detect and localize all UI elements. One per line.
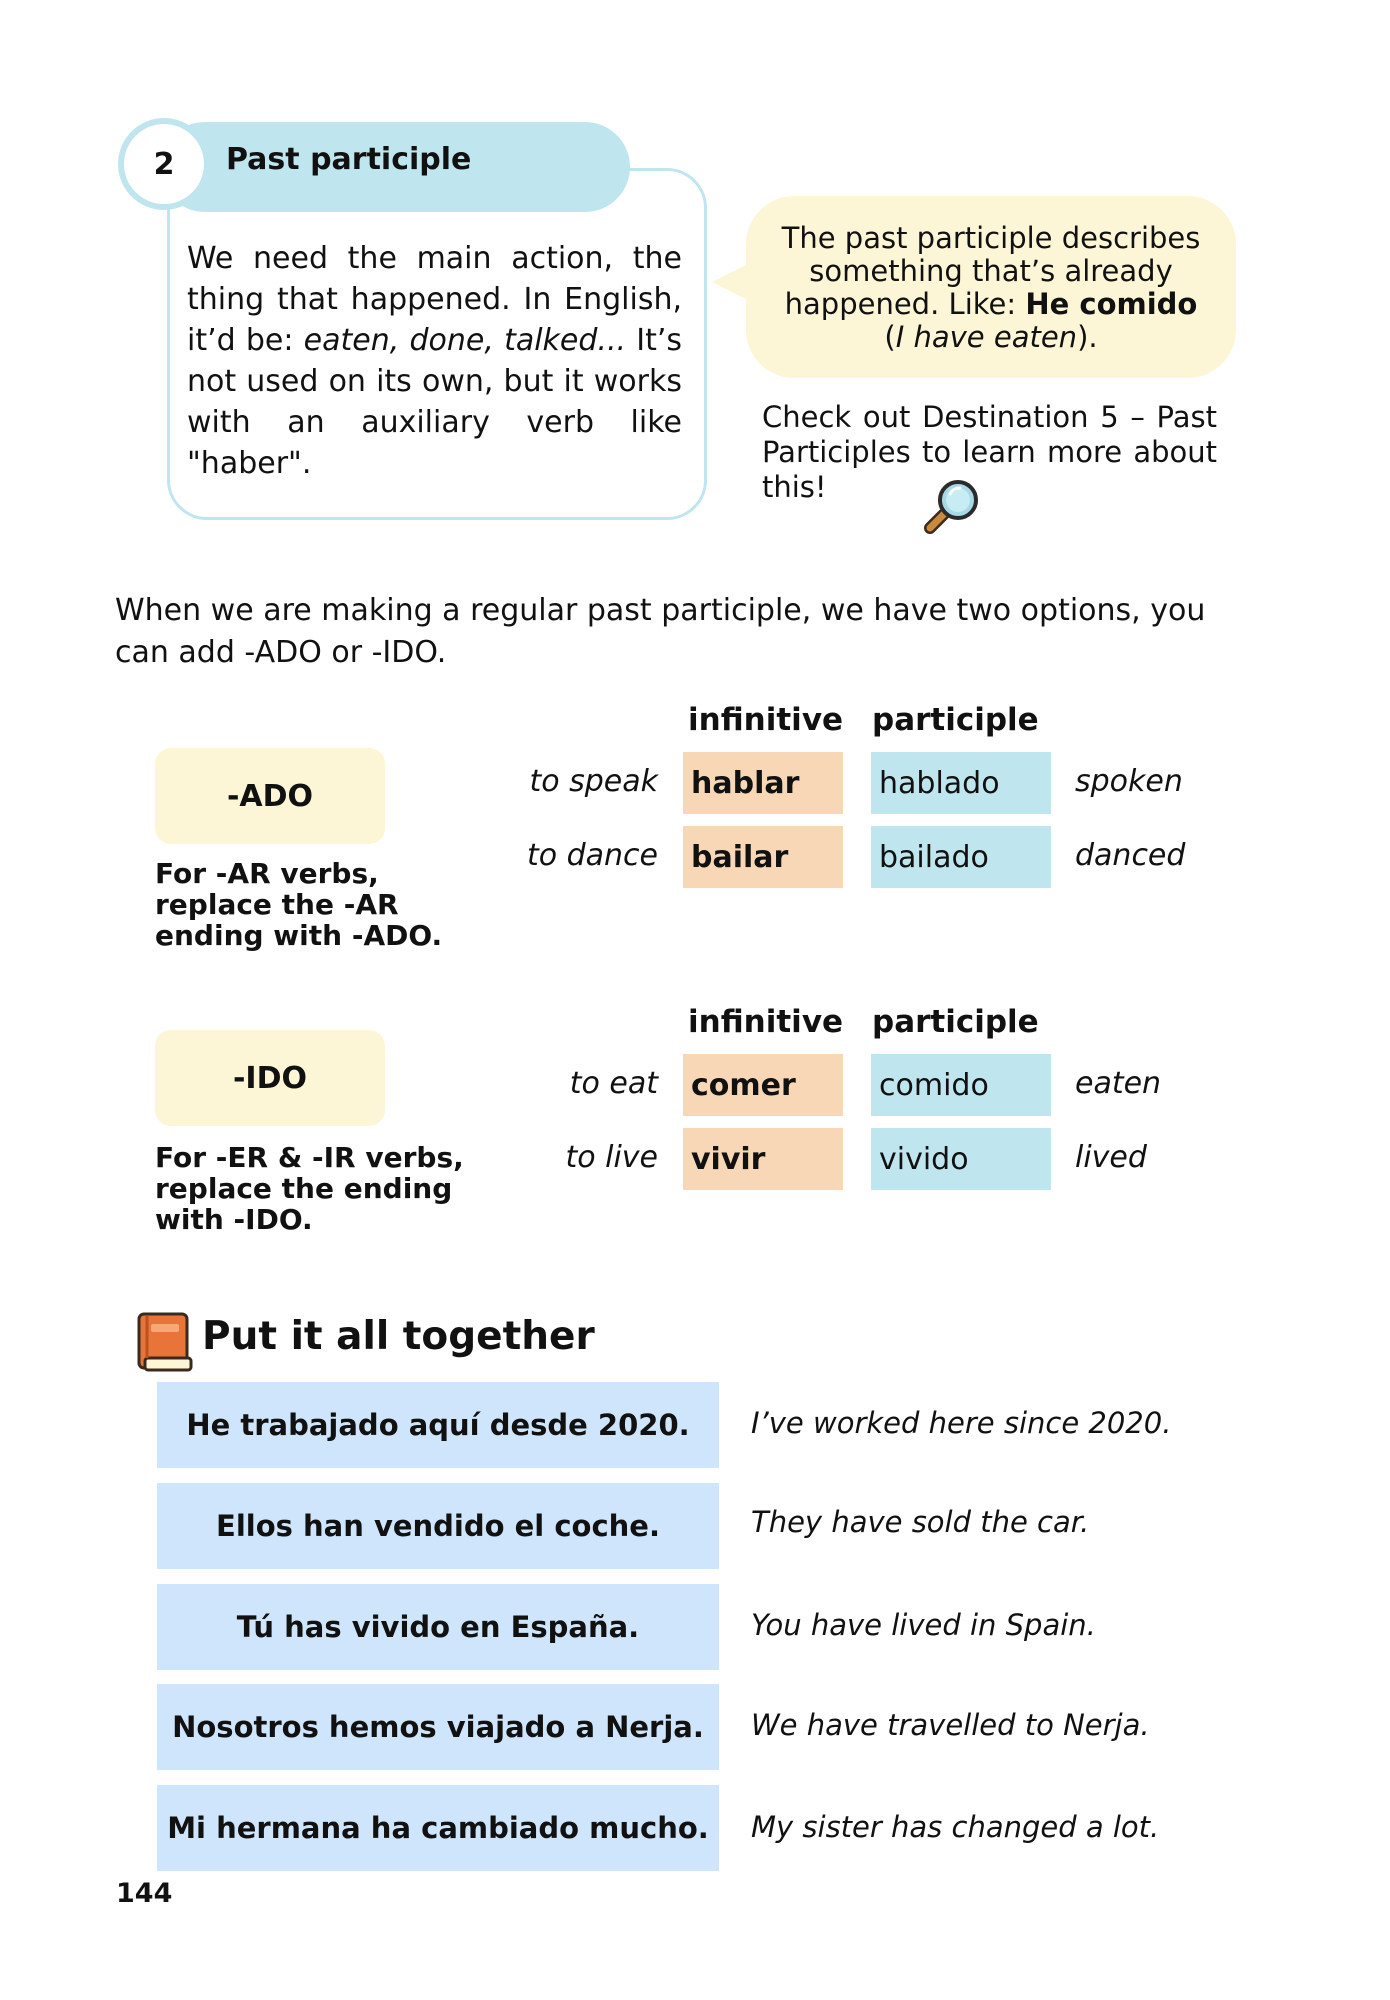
put-it-together-title: Put it all together bbox=[202, 1314, 595, 1359]
speech-bubble-text bbox=[760, 222, 1222, 354]
book-icon bbox=[135, 1312, 195, 1374]
bubble-close-paren: ). bbox=[1077, 320, 1098, 354]
participle-translation: eaten bbox=[1075, 1066, 1162, 1101]
example-spanish: Nosotros hemos viajado a Nerja. bbox=[172, 1710, 704, 1744]
english-infinitive: to dance bbox=[526, 838, 658, 873]
ido-label: -IDO bbox=[232, 1060, 308, 1096]
ido-participle-header: participle bbox=[872, 1004, 1039, 1040]
participle-text: hablado bbox=[879, 765, 1000, 801]
participle-cell bbox=[871, 826, 1051, 888]
ido-description: For -ER & -IR verbs, replace the ending with -IDO. bbox=[155, 1141, 464, 1236]
english-infinitive: to live bbox=[565, 1140, 658, 1175]
example-spanish: Ellos han vendido el coche. bbox=[216, 1509, 660, 1543]
infinitive-text: hablar bbox=[691, 765, 800, 801]
infinitive-text: bailar bbox=[691, 839, 789, 875]
example-english: My sister has changed a lot. bbox=[751, 1810, 1160, 1844]
example-english: You have lived in Spain. bbox=[751, 1608, 1096, 1642]
infinitive-cell bbox=[683, 1054, 843, 1116]
example-spanish-box bbox=[157, 1584, 719, 1670]
example-spanish-box bbox=[157, 1684, 719, 1770]
section-number-badge bbox=[118, 118, 210, 210]
english-infinitive: to speak bbox=[529, 764, 658, 799]
bubble-open-paren: ( bbox=[884, 320, 896, 354]
participle-text: comido bbox=[879, 1067, 989, 1103]
participle-cell bbox=[871, 1128, 1051, 1190]
infinitive-text: comer bbox=[691, 1067, 796, 1103]
participle-translation: lived bbox=[1075, 1140, 1147, 1175]
example-english: They have sold the car. bbox=[751, 1505, 1090, 1539]
participle-text: bailado bbox=[879, 839, 989, 875]
participle-cell bbox=[871, 1054, 1051, 1116]
participle-cell bbox=[871, 752, 1051, 814]
bubble-example-translation: I have eaten bbox=[895, 320, 1078, 354]
definition-text bbox=[187, 238, 682, 484]
check-out-note: Check out Destination 5 – Past Participles to learn more about this! bbox=[762, 400, 1217, 504]
example-spanish-box bbox=[157, 1382, 719, 1468]
ado-participle-header: participle bbox=[872, 702, 1039, 738]
participle-translation: danced bbox=[1075, 838, 1186, 873]
ido-label-box bbox=[155, 1030, 385, 1126]
intro-paragraph: When we are making a regular past participle, we have two options, you can add -ADO or -IDO. bbox=[115, 593, 1206, 670]
example-spanish-box bbox=[157, 1785, 719, 1871]
definition-part: We need the main action, the thing that happened. In English, it’d be: bbox=[187, 241, 682, 358]
bubble-line: The past participle describes something that’s already happened. Like: bbox=[781, 221, 1201, 321]
infinitive-cell bbox=[683, 826, 843, 888]
section-title: Past participle bbox=[226, 142, 472, 177]
example-spanish: He trabajado aquí desde 2020. bbox=[186, 1408, 690, 1442]
ado-description: For -AR verbs, replace the -AR ending with -ADO. bbox=[155, 857, 443, 952]
participle-text: vivido bbox=[879, 1141, 969, 1177]
infinitive-cell bbox=[683, 752, 843, 814]
ido-infinitive-header: infinitive bbox=[688, 1004, 844, 1040]
participle-translation: spoken bbox=[1075, 764, 1183, 799]
definition-part: It’s not used on its own, but it works with an auxiliary verb like "haber". bbox=[187, 323, 682, 481]
definition-part-italic: eaten, done, talked... bbox=[303, 323, 627, 358]
example-spanish: Tú has vivido en España. bbox=[236, 1610, 640, 1644]
example-spanish: Mi hermana ha cambiado mucho. bbox=[167, 1811, 709, 1845]
example-english: We have travelled to Nerja. bbox=[751, 1708, 1150, 1742]
magnifying-glass-icon bbox=[922, 476, 982, 536]
ado-label: -ADO bbox=[226, 778, 314, 814]
example-spanish-box bbox=[157, 1483, 719, 1569]
infinitive-cell bbox=[683, 1128, 843, 1190]
ado-infinitive-header: infinitive bbox=[688, 702, 844, 738]
english-infinitive: to eat bbox=[569, 1066, 658, 1101]
page-number: 144 bbox=[116, 1878, 173, 1909]
example-english: I’ve worked here since 2020. bbox=[751, 1406, 1172, 1440]
ado-label-box bbox=[155, 748, 385, 844]
infinitive-text: vivir bbox=[691, 1141, 766, 1177]
section-number: 2 bbox=[153, 146, 175, 182]
bubble-example: He comido bbox=[1025, 287, 1198, 321]
